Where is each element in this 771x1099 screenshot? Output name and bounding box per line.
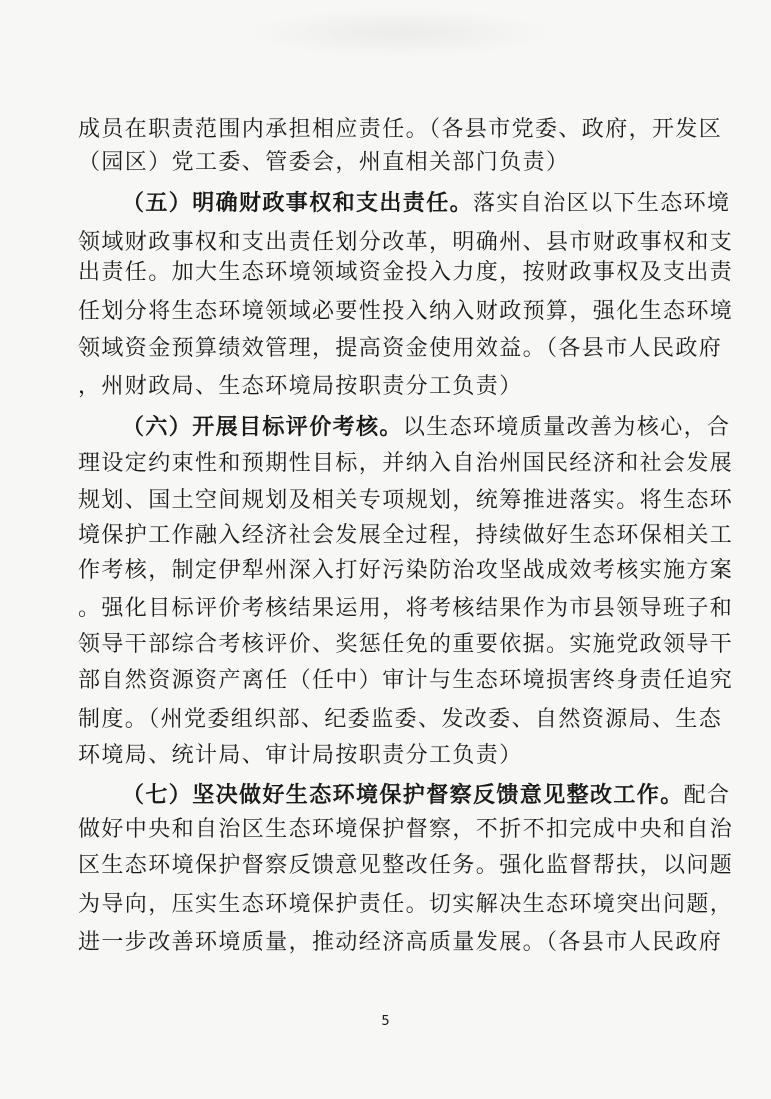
section-heading: （七）坚决做好生态环境保护督察反馈意见整改工作。 bbox=[122, 782, 684, 808]
line-text: 规划、国土空间规划及相关专项规划，统筹推进落实。将生态环 bbox=[78, 488, 734, 513]
line-text: 制度。（州党委组织部、纪委监委、发改委、自然资源局、生态 bbox=[78, 707, 723, 732]
line-text: 落实自治区以下生态环境 bbox=[473, 191, 731, 216]
paragraph-line bbox=[78, 372, 698, 402]
line-text: 任划分将生态环境领域必要性投入纳入财政预算，强化生态环境 bbox=[78, 299, 734, 324]
paragraph-line bbox=[78, 258, 734, 288]
paragraph-line bbox=[78, 449, 734, 479]
scan-smudge bbox=[250, 8, 550, 58]
paragraph-line bbox=[78, 297, 734, 327]
paragraph-heading-line bbox=[122, 188, 731, 219]
paragraph-line bbox=[78, 666, 734, 696]
line-text: 理设定约束性和预期性目标，并纳入自治州国民经济和社会发展 bbox=[78, 451, 734, 476]
line-text: 做好中央和自治区生态环境保护督察，不折不扣完成中央和自治 bbox=[78, 817, 734, 842]
page-number: 5 bbox=[381, 1014, 390, 1029]
line-text: 领导干部综合考核评价、奖惩任免的重要依据。实施党政领导干 bbox=[78, 632, 734, 657]
line-text: 以生态环境质量改善为核心，合 bbox=[402, 415, 731, 440]
line-text: 境保护工作融入经济社会发展全过程，持续做好生态环保相关工 bbox=[78, 523, 734, 548]
line-text: 为导向，压实生态环境保护责任。切实解决生态环境突出问题， bbox=[78, 892, 734, 917]
line-text: 领域资金预算绩效管理，提高资金使用效益。（各县市人民政府 bbox=[78, 336, 723, 361]
line-text: （园区）党工委、管委会，州直相关部门负责） bbox=[78, 150, 570, 175]
line-text: 部自然资源资产离任（任中）审计与生态环境损害终身责任追究 bbox=[78, 668, 734, 693]
paragraph-line bbox=[78, 486, 734, 516]
paragraph-line bbox=[78, 630, 734, 660]
line-text: 。强化目标评价考核结果运用，将考核结果作为市县领导班子和 bbox=[78, 596, 734, 621]
paragraph-heading-line bbox=[122, 780, 731, 811]
line-text: ，州财政局、生态环境局按职责分工负责） bbox=[78, 374, 523, 399]
paragraph-line bbox=[78, 741, 698, 771]
paragraph-line bbox=[78, 928, 723, 958]
paragraph-line bbox=[78, 851, 734, 881]
line-text: 区生态环境保护督察反馈意见整改任务。强化监督帮扶，以问题 bbox=[78, 853, 734, 878]
line-text: 配合 bbox=[683, 783, 731, 808]
paragraph-line bbox=[78, 890, 734, 920]
paragraph-line bbox=[78, 594, 734, 624]
paragraph-line bbox=[78, 228, 734, 258]
section-heading: （五）明确财政事权和支出责任。 bbox=[122, 190, 474, 216]
section-heading: （六）开展目标评价考核。 bbox=[122, 414, 403, 440]
line-text: 成员在职责范围内承担相应责任。（各县市党委、政府，开发区 bbox=[78, 117, 723, 142]
paragraph-line bbox=[78, 815, 734, 845]
line-text: 领域财政事权和支出责任划分改革，明确州、县市财政事权和支 bbox=[78, 230, 734, 255]
paragraph-line bbox=[78, 334, 723, 364]
paragraph-line bbox=[78, 705, 723, 735]
paragraph-line bbox=[78, 148, 698, 178]
paragraph-heading-line bbox=[122, 412, 731, 443]
line-text: 进一步改善环境质量，推动经济高质量发展。（各县市人民政府 bbox=[78, 930, 723, 955]
line-text: 出责任。加大生态环境领域资金投入力度，按财政事权及支出责 bbox=[78, 260, 734, 285]
paragraph-line bbox=[78, 556, 734, 586]
paragraph-line bbox=[78, 115, 723, 145]
line-text: 环境局、统计局、审计局按职责分工负责） bbox=[78, 743, 523, 768]
paragraph-line bbox=[78, 521, 734, 551]
line-text: 作考核，制定伊犁州深入打好污染防治攻坚战成效考核实施方案 bbox=[78, 558, 734, 583]
